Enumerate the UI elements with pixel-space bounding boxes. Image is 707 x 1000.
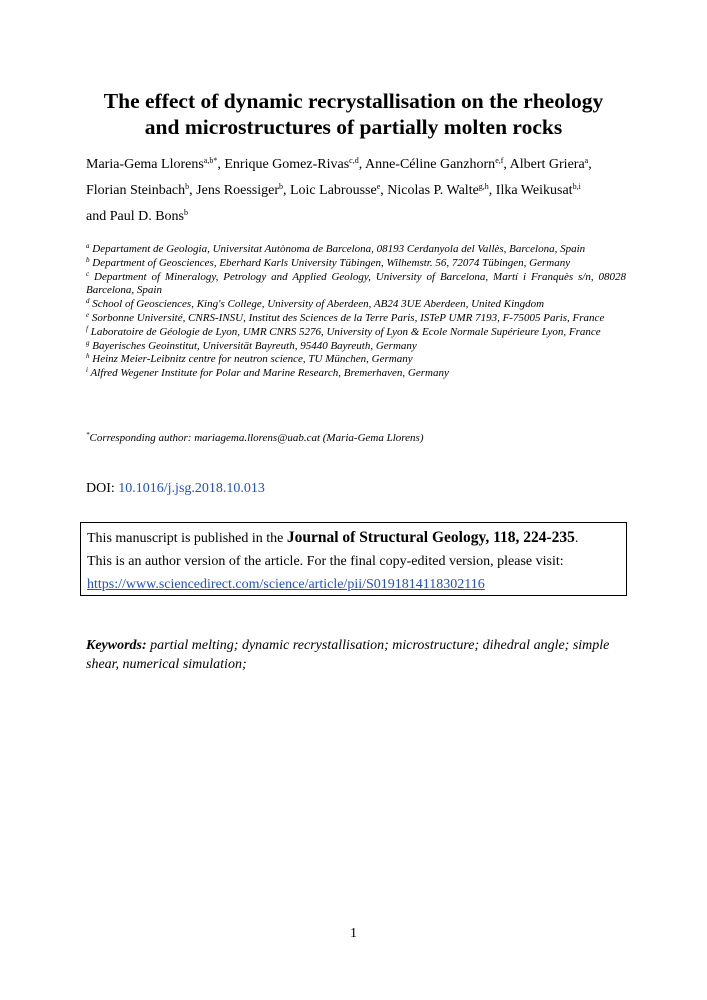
doi-label: DOI: (86, 481, 119, 496)
affiliation-text: Heinz Meier-Leibnitz centre for neutron science, TU München, Germany (92, 353, 413, 366)
affiliation-mark: i (86, 366, 88, 375)
keywords-text: partial melting; dynamic recrystallisation; microstructure; dihedral angle; simple shear, numerical simulation; (86, 638, 610, 672)
title-line-1: The effect of dynamic recrystallisation on the rheology (103, 89, 604, 113)
publication-intro: This manuscript is published in the (87, 531, 287, 546)
publication-notice-box (80, 522, 627, 596)
journal-citation-end: . (574, 531, 579, 546)
affiliation-item (86, 271, 626, 299)
author-name: Albert Griera (509, 157, 585, 172)
author-affiliation-mark: b (184, 208, 188, 217)
affiliation-mark: c (86, 269, 90, 278)
author-separator: , (588, 157, 592, 172)
affiliation-text: Sorbonne Université, CNRS-INSU, Institut des Sciences de la Terre Paris, ISTeP UMR 7193, F-75005 Paris, France (91, 311, 605, 324)
title-line-2: and microstructures of partially molten rocks (144, 115, 563, 139)
affiliation-item (86, 243, 626, 257)
publication-notice-line-3 (87, 573, 620, 596)
author-name: Anne-Céline Ganzhorn (364, 157, 496, 172)
affiliation-text: Alfred Wegener Institute for Polar and Marine Research, Bremerhaven, Germany (90, 367, 449, 380)
author-affiliation-mark: c,d (349, 156, 359, 165)
author-name: Jens Roessiger (196, 183, 279, 198)
affiliation-text: Department of Mineralogy, Petrology and Applied Geology, University of Barcelona, Martí i Franquès s/n, 08028 Barcelona, Spain (86, 270, 627, 297)
page-number: 1 (350, 926, 357, 941)
author-name: Ilka Weikusat (495, 183, 573, 198)
author-separator: , (217, 157, 225, 172)
affiliation-item (86, 312, 626, 326)
affiliation-item (86, 326, 626, 340)
affiliation-text: Department of Geosciences, Eberhard Karls University Tübingen, Wilhemstr. 56, 72074 Tübingen, Germany (92, 256, 571, 269)
author-affiliation-mark: a (584, 156, 589, 165)
corresponding-text: Corresponding author: mariagema.llorens@uab.cat (Maria-Gema Llorens) (89, 432, 424, 444)
author-separator: , (282, 183, 290, 198)
affiliation-item (86, 340, 626, 354)
author-affiliation-mark: b,i (572, 182, 581, 191)
doi-link[interactable]: 10.1016/j.jsg.2018.10.013 (118, 481, 265, 496)
author-separator: , (358, 157, 365, 172)
affiliation-item (86, 353, 626, 367)
keywords-section (86, 636, 626, 674)
affiliation-item (86, 257, 626, 271)
author-affiliation-mark: b (278, 182, 283, 191)
author-separator: , (488, 183, 496, 198)
affiliation-text: School of Geosciences, King's College, University of Aberdeen, AB24 3UE Aberdeen, United Kingdom (92, 298, 545, 311)
publication-notice-line-1 (87, 526, 620, 550)
doi-line (86, 480, 265, 498)
affiliation-text: Departament de Geologia, Universitat Autònoma de Barcelona, 08193 Cerdanyola del Vallès, Barcelona, Spain (92, 243, 586, 255)
affiliation-mark: b (86, 255, 90, 264)
author-name: Nicolas P. Walte (387, 183, 479, 198)
author-affiliation-mark: e (376, 182, 381, 191)
affiliation-text: Laboratoire de Géologie de Lyon, UMR CNRS 5276, University of Lyon & Ecole Normale Supérieure Lyon, France (90, 325, 601, 338)
author-name: Maria-Gema Llorens (86, 157, 204, 172)
affiliation-mark: g (86, 338, 90, 347)
affiliation-mark: h (86, 352, 90, 361)
paper-title (60, 88, 647, 140)
author-name: Florian Steinbach (86, 183, 186, 198)
journal-citation: Journal of Structural Geology, 118, 224-235 (286, 529, 575, 546)
author-name: and Paul D. Bons (86, 209, 184, 224)
corresponding-author (86, 431, 626, 445)
affiliation-mark: a (86, 242, 90, 250)
author-name: Loic Labrousse (289, 183, 377, 198)
author-affiliation-mark: a,b* (203, 156, 218, 165)
author-affiliation-mark: e,f (495, 156, 504, 165)
affiliation-item (86, 367, 626, 381)
author-affiliation-mark: b (185, 182, 190, 191)
keywords-label: Keywords: (86, 638, 147, 653)
affiliation-mark: d (86, 297, 90, 306)
affiliation-mark: f (86, 324, 88, 333)
affiliation-item (86, 298, 626, 312)
author-affiliation-mark: g,h (478, 182, 489, 191)
publication-notice-line-2: This is an author version of the article. For the final copy-edited version, please visit: (87, 554, 564, 569)
author-list (86, 152, 646, 230)
author-name: Enrique Gomez-Rivas (224, 157, 350, 172)
author-separator: , (503, 157, 510, 172)
corresponding-mark: * (86, 431, 90, 439)
affiliation-list (86, 243, 626, 381)
author-separator: , (189, 183, 197, 198)
affiliation-mark: e (86, 310, 90, 319)
author-separator: , (380, 183, 388, 198)
affiliation-text: Bayerisches Geoinstitut, Universität Bayreuth, 95440 Bayreuth, Germany (92, 339, 417, 352)
article-url-link[interactable]: https://www.sciencedirect.com/science/article/pii/S0191814118302116 (87, 577, 485, 592)
